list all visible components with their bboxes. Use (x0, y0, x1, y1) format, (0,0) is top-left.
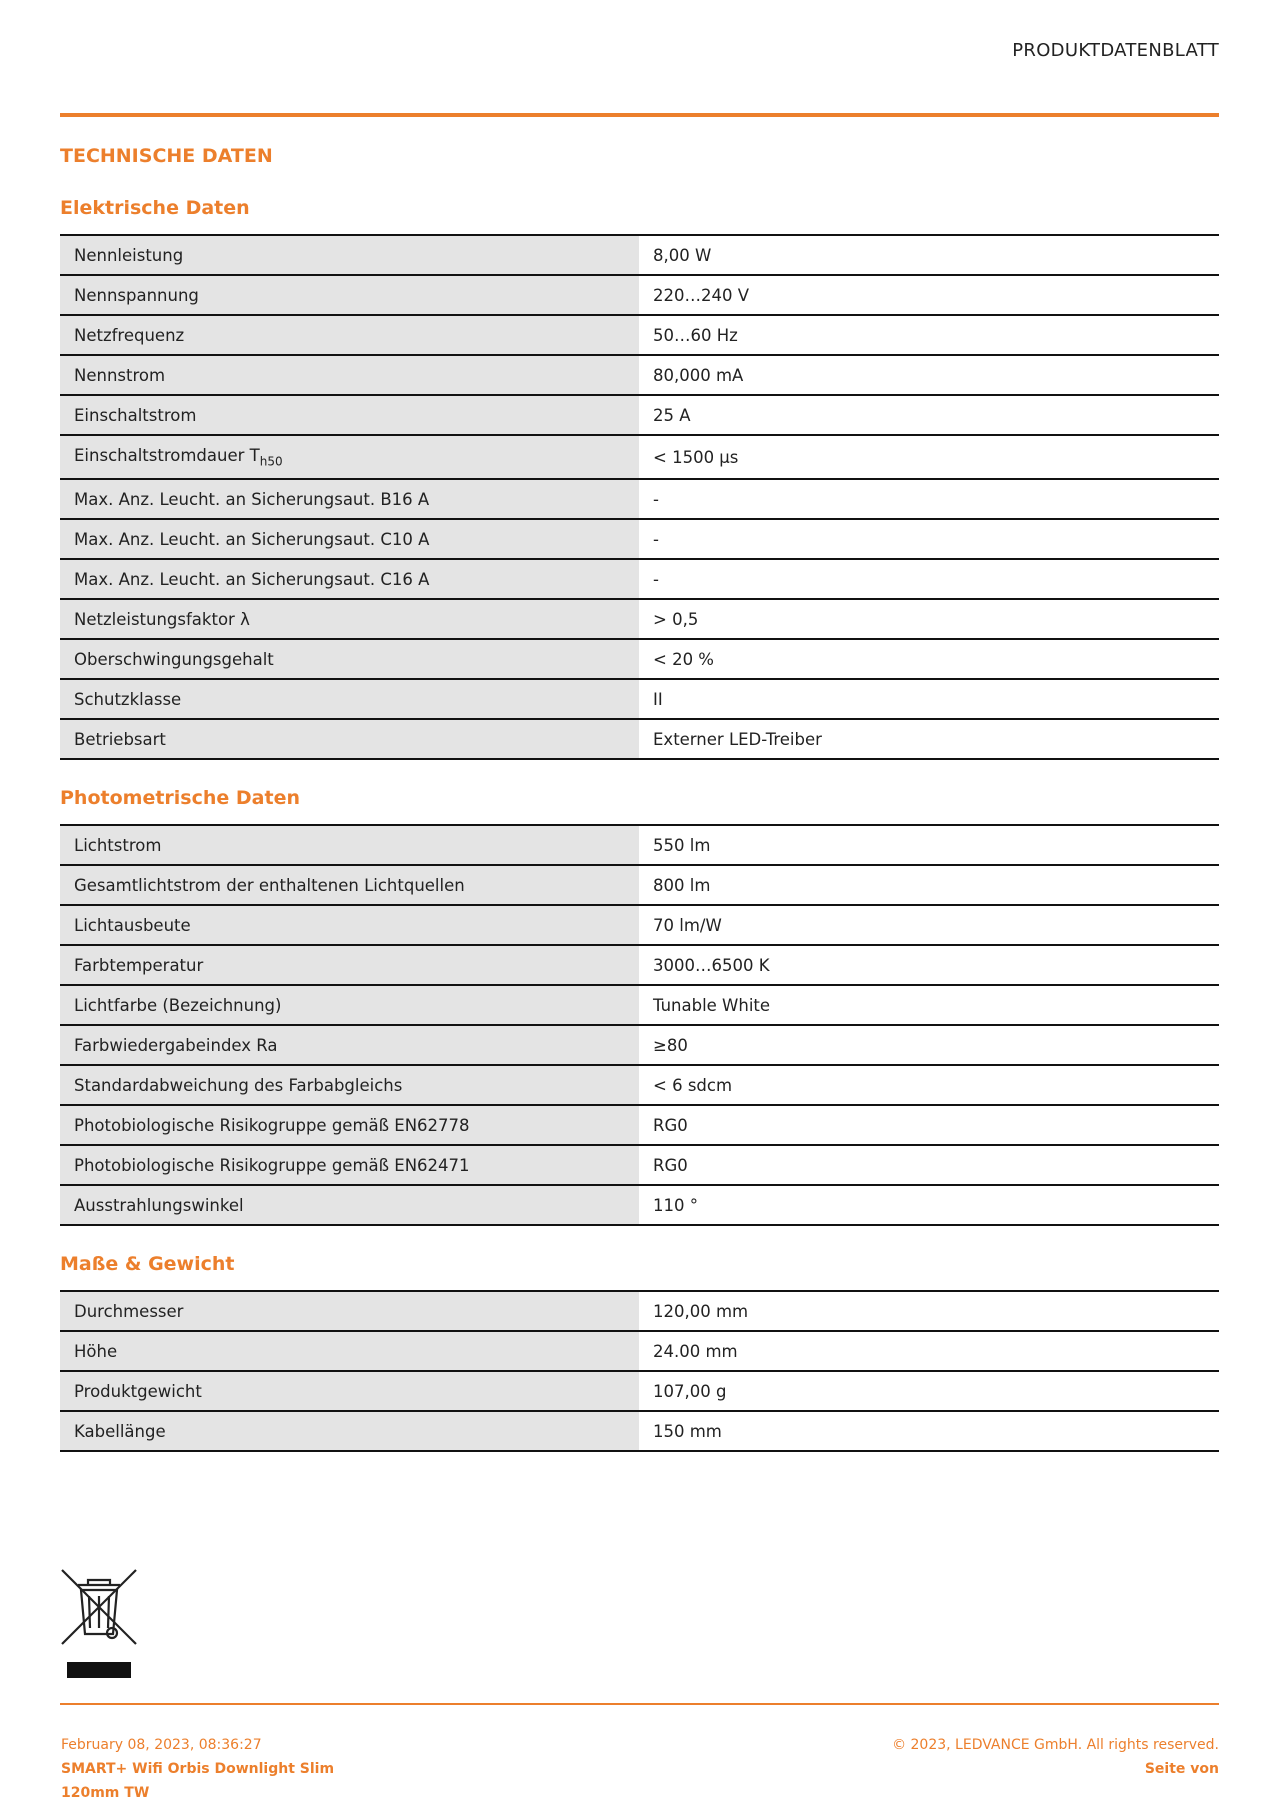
section-heading: Maße & Gewicht (60, 1253, 235, 1275)
table-row (60, 435, 1219, 479)
spec-value: 110 ° (639, 1185, 1219, 1225)
spec-value: < 6 sdcm (639, 1065, 1219, 1105)
page-title: TECHNISCHE DATEN (60, 145, 273, 167)
spec-label (60, 1411, 639, 1451)
spec-value: < 1500 µs (639, 435, 1219, 479)
spec-value: 8,00 W (639, 235, 1219, 275)
spec-label-text: Durchmesser (74, 1301, 184, 1321)
spec-value: II (639, 679, 1219, 719)
spec-label-text: Netzleistungsfaktor λ (74, 609, 250, 629)
spec-value: Tunable White (639, 985, 1219, 1025)
spec-label-text: Einschaltstrom (74, 405, 197, 425)
spec-value: > 0,5 (639, 599, 1219, 639)
table-row (60, 1105, 1219, 1145)
spec-label (60, 599, 639, 639)
table-row (60, 599, 1219, 639)
table-row (60, 1331, 1219, 1371)
spec-label (60, 315, 639, 355)
table-row (60, 1185, 1219, 1225)
spec-label-text: Lichtausbeute (74, 915, 191, 935)
spec-label-text: Produktgewicht (74, 1381, 202, 1401)
table-row (60, 395, 1219, 435)
spec-label-text: Schutzklasse (74, 689, 182, 709)
spec-label (60, 235, 639, 275)
spec-label (60, 1331, 639, 1371)
spec-label-text: Kabellänge (74, 1421, 166, 1441)
spec-label-text: Lichtfarbe (Bezeichnung) (74, 995, 282, 1015)
spec-label (60, 395, 639, 435)
spec-label (60, 905, 639, 945)
crossed-out-wheelie-bin-icon (60, 1568, 138, 1680)
spec-label (60, 985, 639, 1025)
spec-value: 220…240 V (639, 275, 1219, 315)
spec-label (60, 1025, 639, 1065)
table-row (60, 679, 1219, 719)
table-row (60, 315, 1219, 355)
spec-label-text: Max. Anz. Leucht. an Sicherungsaut. C16 A (74, 569, 430, 589)
spec-label-text: Standardabweichung des Farbabgleichs (74, 1075, 403, 1095)
spec-label (60, 945, 639, 985)
table-row (60, 1291, 1219, 1331)
spec-value: - (639, 479, 1219, 519)
section-heading: Elektrische Daten (60, 197, 250, 219)
spec-value: RG0 (639, 1105, 1219, 1145)
header-divider (60, 113, 1219, 117)
spec-label-text: Netzfrequenz (74, 325, 185, 345)
table-row (60, 1025, 1219, 1065)
spec-label-text: Nennleistung (74, 245, 184, 265)
spec-label-text: Einschaltstromdauer T (74, 445, 260, 465)
spec-label (60, 275, 639, 315)
spec-label-text: Nennspannung (74, 285, 199, 305)
spec-value: 50…60 Hz (639, 315, 1219, 355)
section-heading: Photometrische Daten (60, 787, 300, 809)
spec-label-text: Betriebsart (74, 729, 166, 749)
spec-label-text: Ausstrahlungswinkel (74, 1195, 244, 1215)
spec-label-text: Max. Anz. Leucht. an Sicherungsaut. C10 A (74, 529, 430, 549)
spec-label-text: Farbtemperatur (74, 955, 204, 975)
table-row (60, 865, 1219, 905)
table-row (60, 1411, 1219, 1451)
footer-copyright: © 2023, LEDVANCE GmbH. All rights reserved. (892, 1737, 1219, 1753)
spec-value: 25 A (639, 395, 1219, 435)
spec-label (60, 559, 639, 599)
footer-divider (60, 1703, 1219, 1705)
table-row (60, 1145, 1219, 1185)
spec-value: 80,000 mA (639, 355, 1219, 395)
table-row (60, 719, 1219, 759)
footer-right (892, 1733, 1219, 1781)
spec-table (60, 1290, 1219, 1452)
spec-label-text: Oberschwingungsgehalt (74, 649, 274, 669)
spec-label (60, 1371, 639, 1411)
spec-value: - (639, 519, 1219, 559)
table-row (60, 519, 1219, 559)
table-row (60, 1065, 1219, 1105)
spec-value: 550 lm (639, 825, 1219, 865)
spec-label (60, 865, 639, 905)
spec-label (60, 1065, 639, 1105)
technical-data (60, 145, 1219, 1479)
table-row (60, 905, 1219, 945)
spec-label (60, 679, 639, 719)
spec-label (60, 435, 639, 479)
spec-label (60, 1291, 639, 1331)
spec-label-text: Photobiologische Risikogruppe gemäß EN62471 (74, 1155, 470, 1175)
spec-label (60, 1105, 639, 1145)
table-row (60, 479, 1219, 519)
spec-value: RG0 (639, 1145, 1219, 1185)
spec-table (60, 824, 1219, 1226)
spec-label-text: Max. Anz. Leucht. an Sicherungsaut. B16 A (74, 489, 430, 509)
table-row (60, 639, 1219, 679)
table-row (60, 355, 1219, 395)
footer-product-name: SMART+ Wifi Orbis Downlight Slim 120mm TW (61, 1761, 335, 1801)
spec-label (60, 479, 639, 519)
spec-value: - (639, 559, 1219, 599)
table-row (60, 945, 1219, 985)
spec-label-subscript: h50 (259, 454, 283, 469)
spec-label-text: Gesamtlichtstrom der enthaltenen Lichtquellen (74, 875, 465, 895)
spec-label-text: Höhe (74, 1341, 118, 1361)
footer-timestamp: February 08, 2023, 08:36:27 (61, 1737, 262, 1753)
document-type-label: PRODUKTDATENBLATT (1012, 40, 1219, 61)
spec-value: 120,00 mm (639, 1291, 1219, 1331)
table-row (60, 1371, 1219, 1411)
spec-label-text: Farbwiedergabeindex Ra (74, 1035, 278, 1055)
spec-table (60, 234, 1219, 760)
spec-value: 150 mm (639, 1411, 1219, 1451)
spec-value: ≥80 (639, 1025, 1219, 1065)
spec-label (60, 1145, 639, 1185)
spec-label (60, 639, 639, 679)
spec-value: 800 lm (639, 865, 1219, 905)
spec-label (60, 1185, 639, 1225)
spec-label (60, 825, 639, 865)
spec-value: 3000…6500 K (639, 945, 1219, 985)
spec-sections (60, 197, 1219, 1452)
table-row (60, 275, 1219, 315)
spec-label-text: Photobiologische Risikogruppe gemäß EN62778 (74, 1115, 470, 1135)
spec-label (60, 355, 639, 395)
footer-left (61, 1733, 381, 1805)
spec-label (60, 719, 639, 759)
spec-label-text: Nennstrom (74, 365, 166, 385)
spec-value: < 20 % (639, 639, 1219, 679)
spec-value: 24.00 mm (639, 1331, 1219, 1371)
table-row (60, 235, 1219, 275)
spec-label (60, 519, 639, 559)
table-row (60, 559, 1219, 599)
table-row (60, 825, 1219, 865)
spec-value: 107,00 g (639, 1371, 1219, 1411)
spec-value: 70 lm/W (639, 905, 1219, 945)
spec-label-text: Lichtstrom (74, 835, 162, 855)
table-row (60, 985, 1219, 1025)
footer-page-label: Seite von (1144, 1761, 1219, 1777)
spec-value: Externer LED-Treiber (639, 719, 1219, 759)
